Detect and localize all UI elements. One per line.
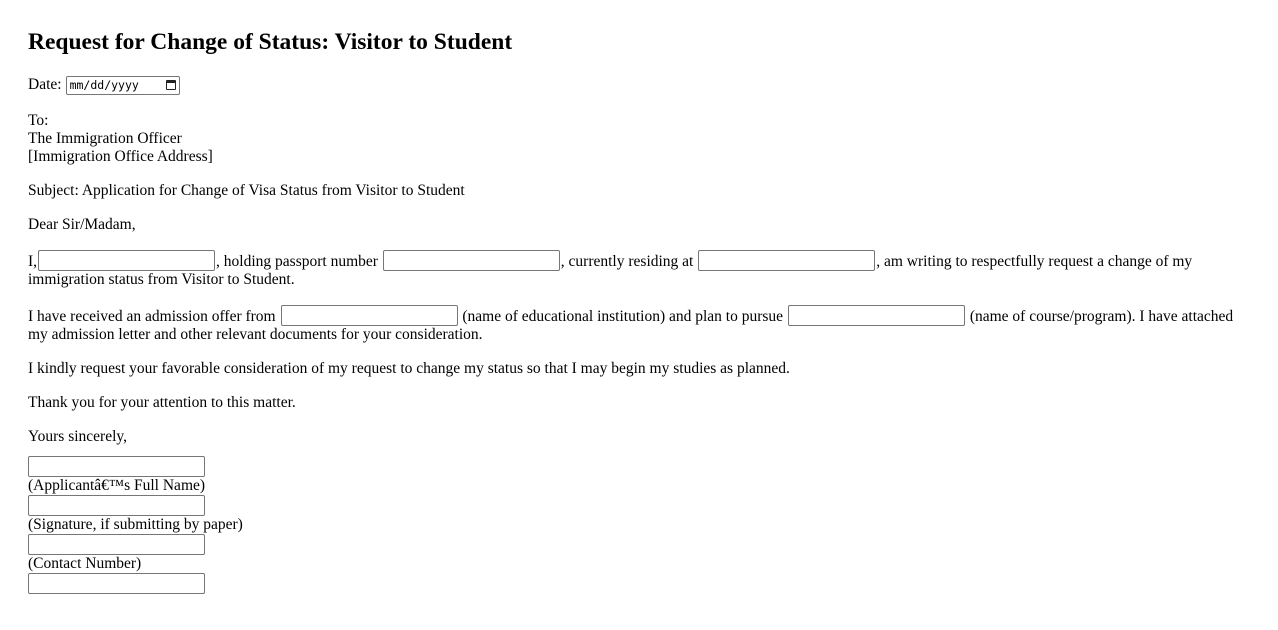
- para2-text-2: (name of educational institution) and plan to pursue: [462, 308, 784, 325]
- salutation: Dear Sir/Madam,: [28, 216, 136, 233]
- recipient-officer: The Immigration Officer: [28, 130, 182, 147]
- para2-text-3: (name of course/program). I have attached my admission letter and other relevant documents for your consideration.: [28, 308, 1234, 343]
- para1-text-4: , am writing to respectfully request a change of my immigration status from Visitor to Student.: [28, 253, 1193, 288]
- residence-address-input[interactable]: [698, 250, 875, 271]
- paragraph-admission: [28, 305, 1250, 344]
- full-name-input[interactable]: [28, 456, 205, 477]
- para1-text-1: I,: [28, 253, 38, 270]
- full-name-label: (Applicantâ€™s Full Name): [28, 477, 206, 494]
- letter-page: [0, 29, 1278, 594]
- email-input[interactable]: [28, 573, 205, 594]
- calendar-icon[interactable]: [166, 80, 176, 90]
- contact-number-label: (Contact Number): [28, 555, 142, 572]
- signature-block: [28, 456, 1250, 594]
- passport-number-input[interactable]: [383, 250, 560, 271]
- recipient-to: To:: [28, 112, 49, 129]
- signature-input[interactable]: [28, 495, 205, 516]
- date-row: [28, 74, 1250, 96]
- date-input[interactable]: [66, 76, 180, 95]
- recipient-address: [Immigration Office Address]: [28, 148, 213, 165]
- paragraph-thanks: Thank you for your attention to this matter.: [28, 394, 296, 411]
- date-placeholder: mm/dd/yyyy: [69, 78, 139, 92]
- course-input[interactable]: [788, 305, 965, 326]
- paragraph-request: I kindly request your favorable consideration of my request to change my status so that I may begin my studies as planned.: [28, 360, 790, 377]
- contact-number-input[interactable]: [28, 534, 205, 555]
- para1-text-2: , holding passport number: [216, 253, 378, 270]
- paragraph-identity: [28, 250, 1250, 289]
- institution-input[interactable]: [281, 305, 458, 326]
- page-title: Request for Change of Status: Visitor to Student: [28, 29, 513, 55]
- signature-label: (Signature, if submitting by paper): [28, 516, 243, 533]
- closing-line: Yours sincerely,: [28, 428, 128, 445]
- recipient-block: [28, 112, 1250, 166]
- para2-text-1: I have received an admission offer from: [28, 308, 276, 325]
- date-label: Date:: [28, 76, 62, 93]
- para1-text-3: , currently residing at: [560, 253, 694, 270]
- applicant-name-input[interactable]: [38, 250, 215, 271]
- subject-line: Subject: Application for Change of Visa Status from Visitor to Student: [28, 182, 465, 199]
